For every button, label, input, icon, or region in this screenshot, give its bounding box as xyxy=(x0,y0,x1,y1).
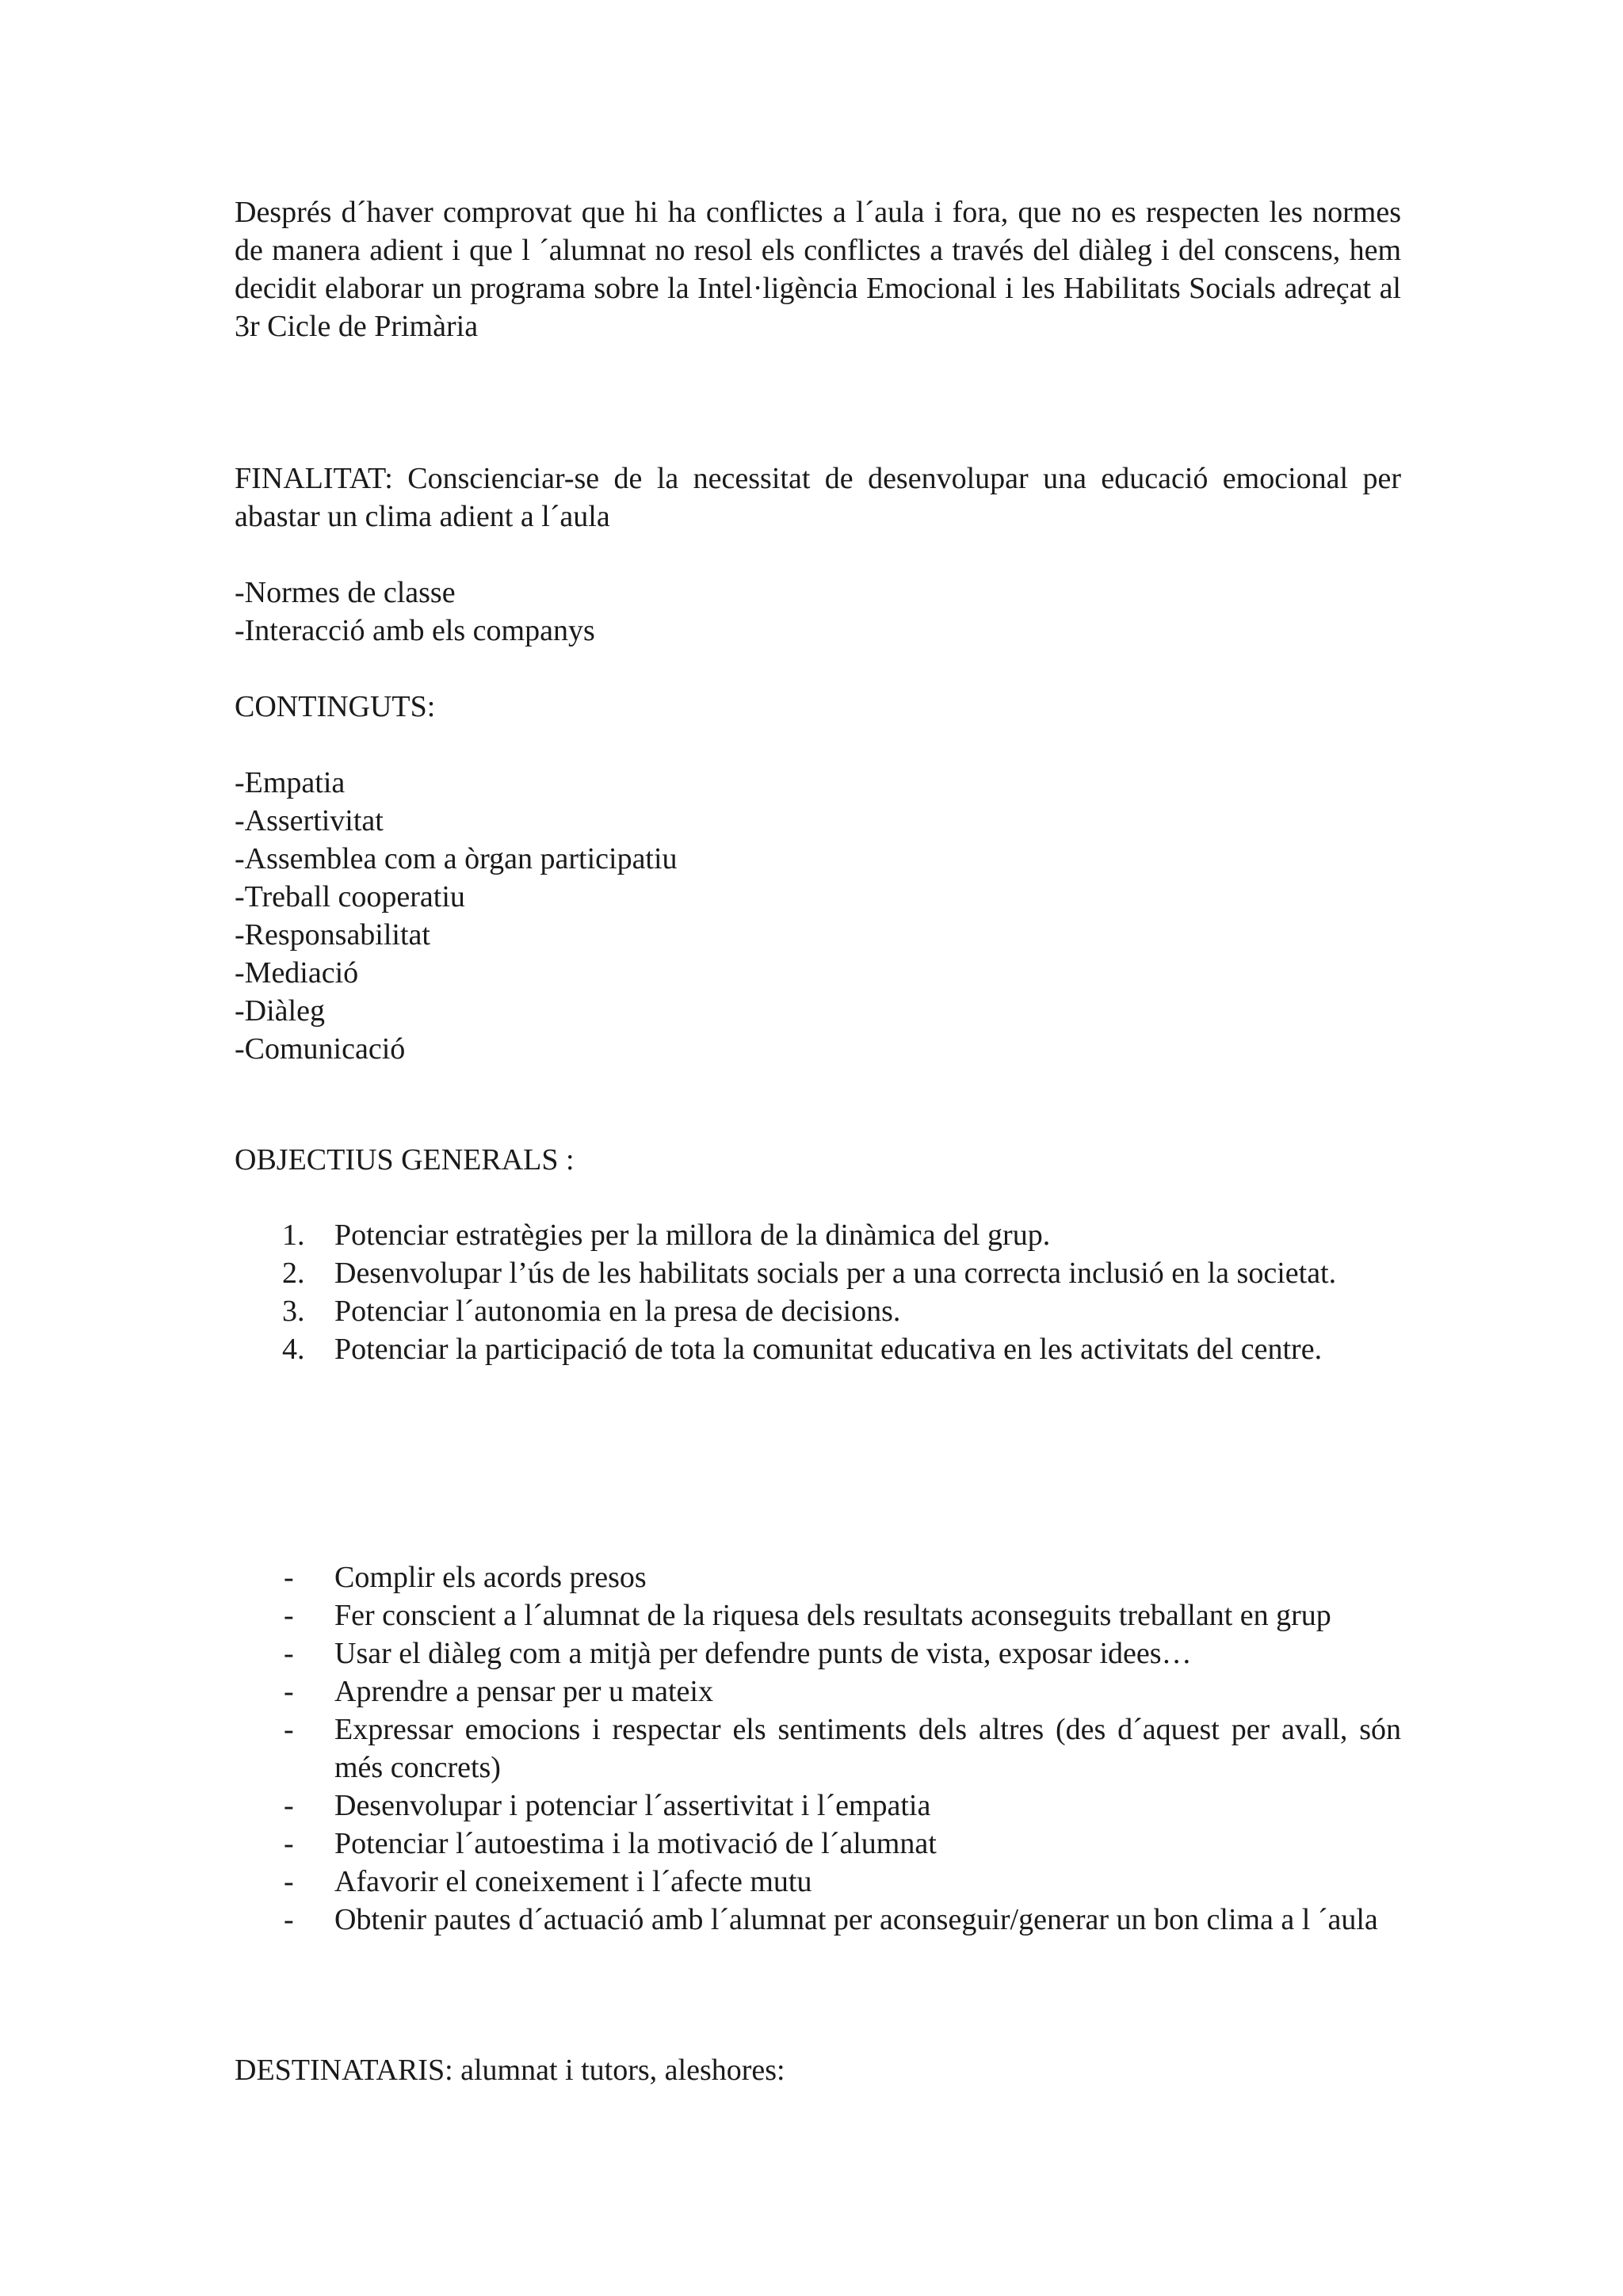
bullet-text: Afavorir el coneixement i l´afecte mutu xyxy=(334,1865,812,1898)
bullet-item xyxy=(235,1901,1401,1939)
bullet-text: Potenciar l´autoestima i la motivació de l´alumnat xyxy=(334,1827,937,1860)
list-item: -Assemblea com a òrgan participatiu xyxy=(235,842,678,875)
destinataris-paragraph: DESTINATARIS: alumnat i tutors, aleshores: xyxy=(235,2054,785,2087)
finalitat-paragraph: FINALITAT: Conscienciar-se de la necessitat de desenvolupar una educació emocional per abastar un clima adient a l´aula xyxy=(235,462,1401,533)
bullet-text: Expressar emocions i respectar els sentiments dels altres (des d´aquest per avall, són més concrets) xyxy=(334,1713,1401,1784)
bullet-text: Aprendre a pensar per u mateix xyxy=(334,1675,713,1708)
dash-bullet: - xyxy=(284,1789,294,1822)
list-item: -Comunicació xyxy=(235,1032,406,1066)
list-item: -Treball cooperatiu xyxy=(235,880,465,913)
continguts-list xyxy=(235,764,678,1068)
list-item: -Interacció amb els companys xyxy=(235,614,595,647)
bullet-text: Desenvolupar i potenciar l´assertivitat i l´empatia xyxy=(334,1789,931,1822)
bullet-text: Obtenir pautes d´actuació amb l´alumnat per aconseguir/generar un bon clima a l ´aula xyxy=(334,1903,1378,1936)
objective-number: 3. xyxy=(282,1295,305,1328)
objective-number: 1. xyxy=(282,1219,305,1252)
bullet-item xyxy=(235,1711,1401,1787)
objective-text: Desenvolupar l’ús de les habilitats socials per a una correcta inclusió en la societat. xyxy=(334,1257,1337,1290)
dash-bullet: - xyxy=(284,1827,294,1860)
objective-item xyxy=(235,1254,1401,1292)
list-item: -Normes de classe xyxy=(235,576,456,609)
list-item: -Empatia xyxy=(235,766,346,799)
bullet-text: Fer conscient a l´alumnat de la riquesa dels resultats aconseguits treballant en grup xyxy=(334,1599,1331,1632)
bullet-item xyxy=(235,1634,1401,1672)
bullet-item xyxy=(235,1825,1401,1863)
bullet-item xyxy=(235,1787,1401,1825)
list-item: -Mediació xyxy=(235,956,359,990)
dash-bullet: - xyxy=(284,1675,294,1708)
objective-item xyxy=(235,1216,1401,1254)
objective-text: Potenciar l´autonomia en la presa de decisions. xyxy=(334,1295,901,1328)
finalitat-list xyxy=(235,574,595,650)
objective-item xyxy=(235,1292,1401,1330)
bullet-item xyxy=(235,1558,1401,1596)
objectius-heading: OBJECTIUS GENERALS : xyxy=(235,1143,575,1177)
dash-bullet: - xyxy=(284,1865,294,1898)
list-item: -Responsabilitat xyxy=(235,918,430,952)
list-item: -Diàleg xyxy=(235,994,325,1028)
continguts-heading: CONTINGUTS: xyxy=(235,690,436,723)
intro-paragraph: Després d´haver comprovat que hi ha conflictes a l´aula i fora, que no es respecten les normes de manera adient i que l ´alumnat no resol els conflictes a través del diàleg i del conscens, hem decidit elaborar un programa sobre la Intel·ligència Emocional i les Habilitats Socials adreçat al 3r Cicle de Primària xyxy=(235,196,1401,343)
objective-number: 2. xyxy=(282,1257,305,1290)
list-item: -Assertivitat xyxy=(235,804,384,837)
bullet-text: Complir els acords presos xyxy=(334,1561,647,1594)
objectius-list xyxy=(235,1216,1401,1368)
objective-item xyxy=(235,1330,1401,1368)
bullet-item xyxy=(235,1596,1401,1634)
bullet-text: Usar el diàleg com a mitjà per defendre punts de vista, exposar idees… xyxy=(334,1637,1192,1670)
dash-bullet: - xyxy=(284,1561,294,1594)
dash-bullet: - xyxy=(284,1599,294,1632)
dash-bullet: - xyxy=(284,1637,294,1670)
dash-bullet: - xyxy=(284,1903,294,1936)
objective-text: Potenciar la participació de tota la comunitat educativa en les activitats del centre. xyxy=(334,1333,1323,1366)
bullet-item xyxy=(235,1863,1401,1901)
objective-number: 4. xyxy=(282,1333,305,1366)
bullet-item xyxy=(235,1672,1401,1711)
dash-bullet: - xyxy=(284,1713,294,1746)
specific-objectives-list xyxy=(235,1558,1401,1939)
objective-text: Potenciar estratègies per la millora de la dinàmica del grup. xyxy=(334,1219,1051,1252)
